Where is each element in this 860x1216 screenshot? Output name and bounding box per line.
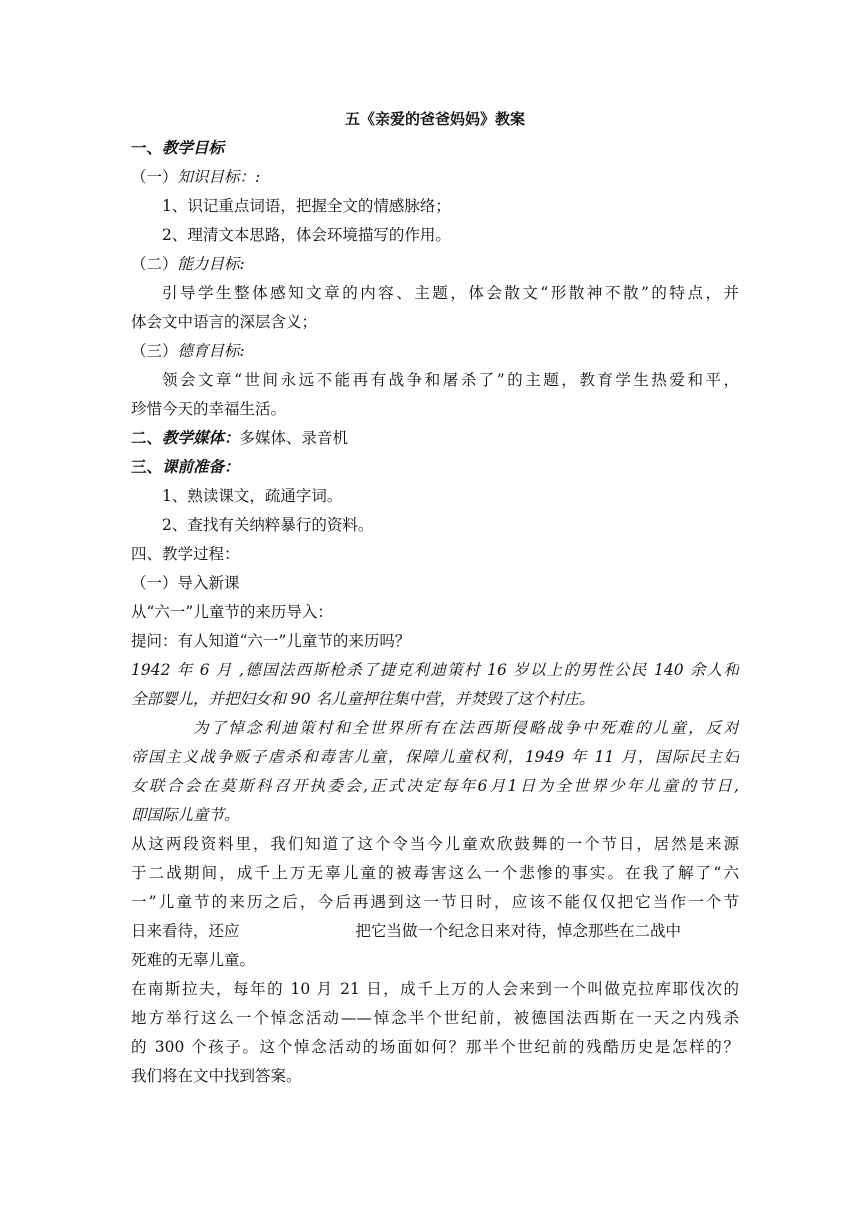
- preparation-item-1: 1、熟读课文，疏通字词。: [162, 487, 343, 505]
- document-title: 五《亲爱的爸爸妈妈》教案: [344, 110, 525, 128]
- section-label: 教学目标: [162, 139, 225, 157]
- section-number: 三、: [131, 458, 163, 476]
- subsection-label: 知识目标：:: [177, 168, 261, 186]
- history-paragraph-2-line-1: 为了悼念利迪策村和全世界所有在法西斯侵略战争中死难的儿童，反对: [193, 719, 739, 737]
- subsection-label: 德育目标:: [177, 342, 245, 360]
- subsection-moral-goals: [131, 337, 739, 366]
- history-paragraph-1-line-2: 全部婴儿，并把妇女和 90 名儿童押往集中营，并焚毁了这个村庄。: [131, 690, 595, 708]
- moral-text-line-1: 领会文章“世间永远不能再有战争和屠杀了”的主题，教育学生热爱和平，: [162, 371, 739, 389]
- history-paragraph-1-line-1: 1942 年 6 月 ,德国法西斯枪杀了捷克利迪策村 16 岁以上的男性公民 140 余人和: [131, 661, 739, 679]
- section-teaching-media: [131, 424, 739, 453]
- section-number: 一、: [131, 139, 163, 157]
- section-label: 教学媒体：: [162, 429, 240, 447]
- commentary-line-2: 于二战期间，成千上万无辜儿童的被毒害这么一个悲惨的事实。在我了解了“六: [131, 864, 739, 882]
- commentary-line-3: 一”儿童节的来历之后，今后再遇到这一节日时，应该不能仅仅把它当作一个节: [131, 893, 739, 911]
- subsection-number: （一）: [131, 168, 178, 186]
- section-teaching-goals: [131, 134, 739, 163]
- history-paragraph-2-line-2: 帝国主义战争贩子虐杀和毒害儿童，保障儿童权利，1949 年 11 月，国际民主妇: [131, 748, 739, 766]
- commentary-line-4-end: 把它当做一个纪念日来对待，悼念那些在二战中: [355, 922, 682, 940]
- commentary-line-1: 从这两段资料里，我们知道了这个令当今儿童欢欣鼓舞的一个节日，居然是来源: [131, 835, 739, 853]
- ability-text-line-1: 引导学生整体感知文章的内容、主题，体会散文“形散神不散”的特点，并: [162, 284, 739, 302]
- preparation-item-2: 2、查找有关纳粹暴行的资料。: [162, 516, 374, 534]
- question-line: 提问：有人知道“六一”儿童节的来历吗？: [131, 632, 411, 650]
- section-label: 课前准备：: [162, 458, 240, 476]
- section-teaching-process: 四、教学过程：: [131, 545, 240, 563]
- subsection-introduction: （一）导入新课: [131, 574, 240, 592]
- yugoslavia-line-2: 地方举行这么一个悼念活动——悼念半个世纪前，被德国法西斯在一天之内残杀: [131, 1009, 739, 1027]
- yugoslavia-line-3: 的 300 个孩子。这个悼念活动的场面如何？那半个世纪前的残酷历史是怎样的？: [131, 1038, 739, 1056]
- subsection-number: （二）: [131, 255, 178, 273]
- section-value: 多媒体、录音机: [239, 429, 349, 447]
- subsection-ability-goals: [131, 250, 739, 279]
- section-preparation: [131, 453, 739, 482]
- history-paragraph-2-line-4: 即国际儿童节。: [131, 806, 240, 824]
- section-number: 二、: [131, 429, 163, 447]
- knowledge-item-2: 2、理清文本思路，体会环境描写的作用。: [162, 226, 451, 244]
- commentary-line-5: 死难的无辜儿童。: [131, 951, 256, 969]
- yugoslavia-line-4: 我们将在文中找到答案。: [131, 1067, 302, 1085]
- moral-text-line-2: 珍惜今天的幸福生活。: [131, 400, 287, 418]
- commentary-line-4: [131, 917, 739, 946]
- subsection-knowledge-goals: [131, 163, 739, 192]
- subsection-label: 能力目标:: [177, 255, 245, 273]
- document-body: [131, 105, 739, 1091]
- history-paragraph-2-line-3: 女联合会在莫斯科召开执委会,正式决定每年6月1日为全世界少年儿童的节日,: [131, 777, 739, 795]
- intro-line: 从“六一”儿童节的来历导入：: [131, 603, 333, 621]
- ability-text-line-2: 体会文中语言的深层含义；: [131, 313, 318, 331]
- commentary-line-4-start: 日来看待，还应: [131, 922, 240, 940]
- yugoslavia-line-1: 在南斯拉夫，每年的 10 月 21 日，成千上万的人会来到一个叫做克拉库耶伐次的: [131, 980, 739, 998]
- knowledge-item-1: 1、识记重点词语，把握全文的情感脉络；: [162, 197, 451, 215]
- subsection-number: （三）: [131, 342, 178, 360]
